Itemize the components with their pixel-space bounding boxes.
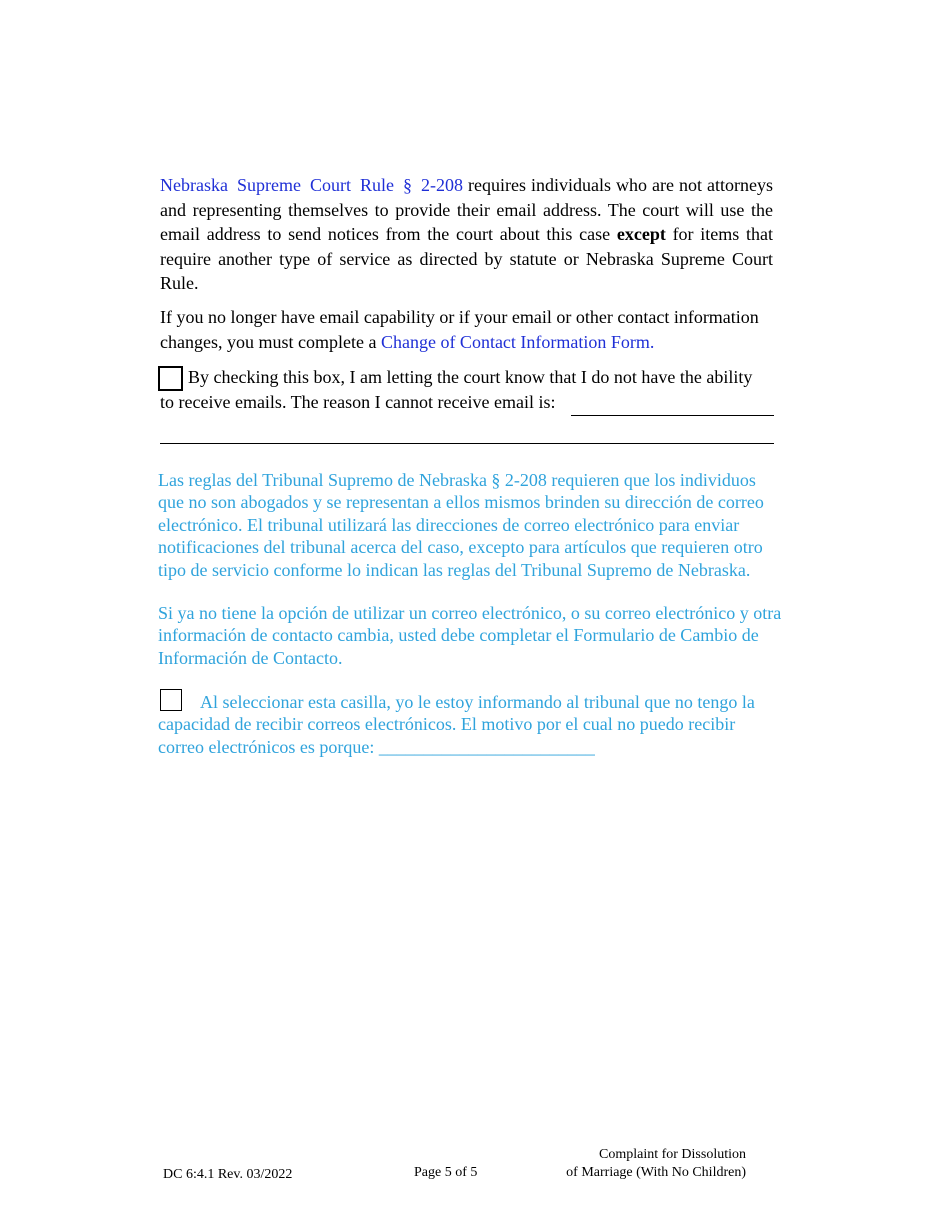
form-title-line2: of Marriage (With No Children)	[566, 1165, 746, 1180]
rule-paragraph-text-a: requires individuals who are not attorneys and representing themselves to provide their email address. The court will use the email address to send notices from the court about this case	[160, 175, 773, 245]
contact-change-text: If you no longer have email capability or if your email or other contact information changes, you must complete a	[160, 307, 759, 352]
spanish-rule-paragraph: Las reglas del Tribunal Supremo de Nebraska § 2-208 requieren que los individuos que no son abogados y se representan a ellos mismos brinden su dirección de correo electrónico. El tribunal utilizará las direcciones de correo electrónico para enviar notificaciones del tribunal acerca del caso, excepto para artículos que requieren otro tipo de servicio conforme lo indican las reglas del Tribunal Supremo de Nebraska.	[158, 470, 764, 580]
no-email-reason-field-line2[interactable]	[160, 443, 774, 444]
spanish-checkbox-line1: Al seleccionar esta casilla, yo le estoy informando al tribunal que no tengo la	[200, 692, 755, 712]
page-number: Page 5 of 5	[414, 1165, 478, 1180]
rule-paragraph	[160, 173, 773, 296]
rule-paragraph-text-b: for items that require another type of service as directed by statute or Nebraska Supreme Court Rule.	[160, 224, 773, 294]
no-email-checkbox[interactable]	[158, 366, 183, 391]
form-title	[530, 1146, 746, 1182]
no-email-reason-field[interactable]	[571, 415, 774, 416]
supreme-court-rule-link[interactable]: Nebraska Supreme Court Rule § 2-208	[160, 175, 463, 195]
no-email-checkbox-line1: By checking this box, I am letting the court know that I do not have the ability	[188, 367, 753, 387]
change-of-contact-form-link[interactable]: Change of Contact Information Form.	[380, 331, 655, 352]
form-id: DC 6:4.1 Rev. 03/2022	[163, 1167, 293, 1182]
spanish-contact-change-paragraph: Si ya no tiene la opción de utilizar un correo electrónico, o su correo electrónico y otra información de contacto cambia, usted debe completar el Formulario de Cambio de Información de Contacto.	[158, 603, 782, 668]
contact-change-paragraph	[160, 305, 773, 354]
spanish-no-email-checkbox[interactable]	[160, 689, 182, 711]
no-email-checkbox-line2: to receive emails. The reason I cannot receive email is:	[160, 392, 556, 412]
spanish-checkbox-line2: capacidad de recibir correos electrónicos. El motivo por el cual no puedo recibir	[158, 714, 736, 734]
spanish-checkbox-line3: correo electrónicos es porque: ________________________	[158, 737, 595, 757]
form-title-line1: Complaint for Dissolution	[599, 1147, 746, 1162]
except-emphasis: except	[616, 224, 666, 245]
